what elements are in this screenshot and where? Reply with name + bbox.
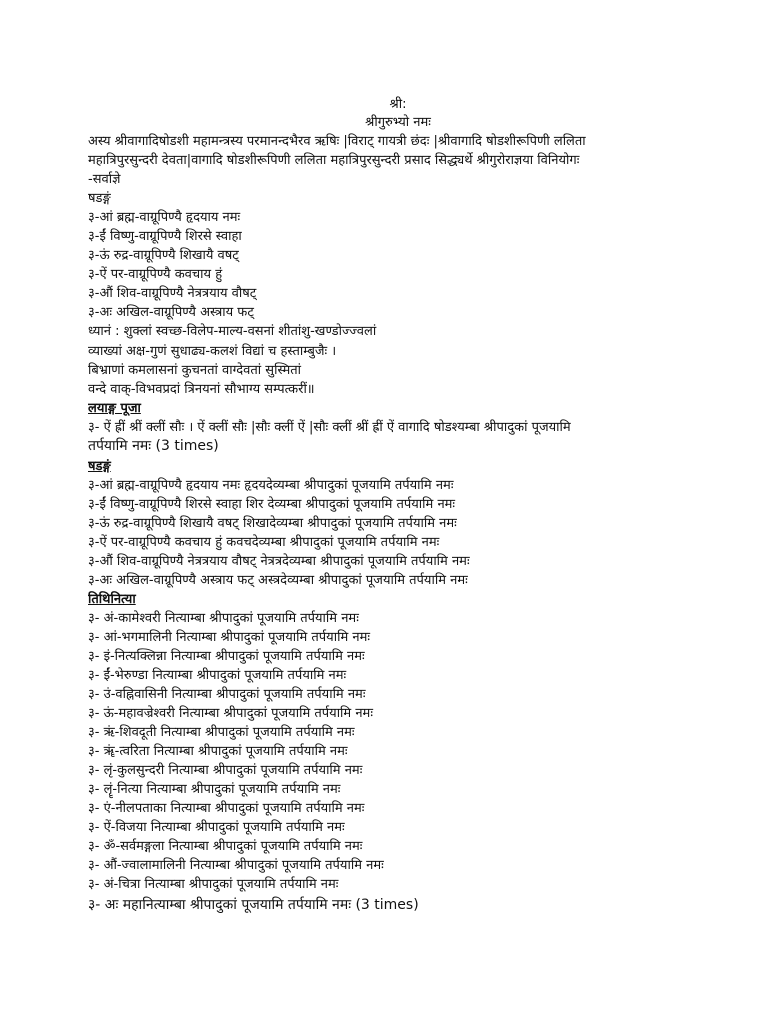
layanga-line: ३- ऐं ह्रीं श्रीं क्लीं सौः । ऐं क्लीं सौः |सौः क्लीं ऐं |सौः क्लीं श्रीं ह्रीं ऐं वागादि षोडश्यम्बा श्रीपादुकां पूजयामि <box>88 420 571 435</box>
shadanga-line: ३-ऐं पर-वाग्रूपिण्यै कवचाय हुं <box>88 267 223 282</box>
shadanga-line: ३-ऊं रुद्र-वाग्रूपिण्यै शिखायै वषट् <box>88 248 239 263</box>
page-subtitle: श्रीगुरुभ्यो नमः <box>365 115 431 130</box>
shadanga-puja-line: ३-आं ब्रह्म-वाग्रूपिण्यै हृदयाय नमः हृदयदेव्यम्बा श्रीपादुकां पूजयामि तर्पयामि नमः <box>88 478 454 493</box>
tithinitya-line: ३- ऐं-विजया नित्याम्बा श्रीपादुकां पूजयामि तर्पयामि नमः <box>88 820 345 835</box>
tithinitya-line: ३- उं-वह्निवासिनी नित्याम्बा श्रीपादुकां पूजयामि तर्पयामि नमः <box>88 687 366 702</box>
tithinitya-line: ३- ॠं-त्वरिता नित्याम्बा श्रीपादुकां पूजयामि तर्पयामि नमः <box>88 744 348 759</box>
tithinitya-line: ३- ऊं-महावज्रेश्वरी नित्याम्बा श्रीपादुकां पूजयामि तर्पयामि नमः <box>88 706 373 721</box>
dhyanam-line: ध्यानं : शुक्लां स्वच्छ-विलेप-माल्य-वसनां शीतांशु-खण्डोज्ज्वलां <box>88 324 377 339</box>
section-heading-shadanga-puja: षडङ्गं <box>88 459 111 474</box>
shadanga-puja-line: ३-ऊं रुद्र-वाग्रूपिण्यै शिखायै वषट् शिखादेव्यम्बा श्रीपादुकां पूजयामि तर्पयामि नमः <box>88 516 457 531</box>
tithinitya-line: ३- आं-भगमालिनी नित्याम्बा श्रीपादुकां पूजयामि तर्पयामि नमः <box>88 630 370 645</box>
dhyanam-line: वन्दे वाक्-विभवप्रदां त्रिनयनां सौभाग्य सम्पत्करीं॥ <box>88 382 315 397</box>
layanga-line: तर्पयामि नमः (3 times) <box>88 438 219 454</box>
section-heading-shadanga: षडङ्गं <box>88 191 111 206</box>
section-heading-layanga-puja: लयाङ्ग पूजा <box>88 401 141 416</box>
tithinitya-line: ३- ऋं-शिवदूती नित्याम्बा श्रीपादुकां पूजयामि तर्पयामि नमः <box>88 725 355 740</box>
shadanga-line: ३-अः अखिल-वाग्रूपिण्यै अस्त्राय फट् <box>88 305 254 320</box>
tithinitya-line: ३- अः महानित्याम्बा श्रीपादुकां पूजयामि तर्पयामि नमः (3 times) <box>88 897 419 913</box>
tithinitya-line: ३- अं-कामेश्वरी नित्याम्बा श्रीपादुकां पूजयामि तर्पयामि नमः <box>88 611 359 626</box>
viniyoga-line: अस्य श्रीवागादिषोडशी महामन्त्रस्य परमानन्दभैरव ऋषिः |विराट् गायत्री छंदः |श्रीवागादि षोडशीरूपिणी ललिता <box>88 134 586 149</box>
page-title: श्री: <box>389 97 407 112</box>
tithinitya-line: ३- लॄं-नित्या नित्याम्बा श्रीपादुकां पूजयामि तर्पयामि नमः <box>88 782 341 797</box>
viniyoga-line: महात्रिपुरसुन्दरी देवता|वागादि षोडशीरूपिणी ललिता महात्रिपुरसुन्दरी प्रसाद सिद्ध्यर्थे श्रीगुरोराज्ञया विनियोगः <box>88 153 580 168</box>
dhyanam-line: बिभ्राणां कमलासनां कुचनतां वाग्देवतां सुस्मितां <box>88 363 302 378</box>
tithinitya-line: ३- ॐ-सर्वमङ्गला नित्याम्बा श्रीपादुकां पूजयामि तर्पयामि नमः <box>88 839 363 854</box>
shadanga-puja-line: ३-अः अखिल-वाग्रूपिण्यै अस्त्राय फट् अस्त्रदेव्यम्बा श्रीपादुकां पूजयामि तर्पयामि नमः <box>88 573 468 588</box>
tithinitya-line: ३- अं-चित्रा नित्याम्बा श्रीपादुकां पूजयामि तर्पयामि नमः <box>88 877 339 892</box>
tithinitya-line: ३- औं-ज्वालामालिनी नित्याम्बा श्रीपादुकां पूजयामि तर्पयामि नमः <box>88 858 384 873</box>
shadanga-line: ३-ईं विष्णु-वाग्रूपिण्यै शिरसे स्वाहा <box>88 229 242 244</box>
shadanga-puja-line: ३-ऐं पर-वाग्रूपिण्यै कवचाय हुं कवचदेव्यम्बा श्रीपादुकां पूजयामि तर्पयामि नमः <box>88 535 440 550</box>
dhyanam-line: व्याख्यां अक्ष-गुणं सुधाढ्य-कलशं विद्यां च हस्ताम्बुजैः । <box>88 344 337 359</box>
shadanga-puja-line: ३-ईं विष्णु-वाग्रूपिण्यै शिरसे स्वाहा शिर देव्यम्बा श्रीपादुकां पूजयामि तर्पयामि नमः <box>88 497 456 512</box>
tithinitya-line: ३- ईं-भेरुण्डा नित्याम्बा श्रीपादुकां पूजयामि तर्पयामि नमः <box>88 668 347 683</box>
tithinitya-line: ३- एं-नीलपताका नित्याम्बा श्रीपादुकां पूजयामि तर्पयामि नमः <box>88 801 365 816</box>
viniyoga-line: -सर्वाज्ञे <box>88 172 121 187</box>
section-heading-tithinitya: तिथिनित्या <box>88 592 136 607</box>
shadanga-line: ३-आं ब्रह्म-वाग्रूपिण्यै हृदयाय नमः <box>88 210 241 225</box>
tithinitya-line: ३- लृं-कुलसुन्दरी नित्याम्बा श्रीपादुकां पूजयामि तर्पयामि नमः <box>88 763 363 778</box>
tithinitya-line: ३- इं-नित्यक्लिन्ना नित्याम्बा श्रीपादुकां पूजयामि तर्पयामि नमः <box>88 649 365 664</box>
shadanga-line: ३-औं शिव-वाग्रूपिण्यै नेत्रत्रयाय वौषट् <box>88 286 257 301</box>
shadanga-puja-line: ३-औं शिव-वाग्रूपिण्यै नेत्रत्रयाय वौषट् नेत्रत्रदेव्यम्बा श्रीपादुकां पूजयामि तर्पयामि नमः <box>88 554 470 569</box>
